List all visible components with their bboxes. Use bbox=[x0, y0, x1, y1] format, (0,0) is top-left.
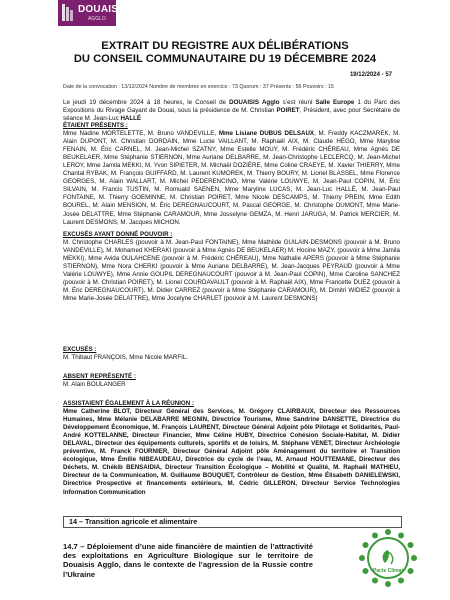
excused-with-proxy-block bbox=[63, 231, 400, 303]
absent-heading: ABSENT REPRÉSENTÉ : bbox=[63, 373, 136, 380]
excused-proxy-list: M. Christophe CHARLES (pouvoir à M. Jean-Paul FONTAINE), Mme Mathilde GUILAIN-DESMONS (pouvoir à M. Bruno VANDEVILLE), M. Mohamed KHERAKI (pouvoir à Mme Agnès DE BEUKELAER) M. Hocine MAZY, (pouvoir à Mme Jamila MEKKI), Mme Avida OULAHCENE (pouvoir à M. Frédéric CHÉREAU), Mme Nathalie APERS (pouvoir à Mme Stéphanie STIERNON), Mme Nora CHERKI (pouvoir à Mme Auriane DELBARRE), M. Jean-Jacques PEYRAUD (pouvoir à Mme Valérie LOUWYE), Mme Annie GOUPIL DEREGNAUCOURT (pouvoir à M. Jean-Paul COPIN), Mme Caroline SANCHEZ (pouvoir à M. Christian POIRET), M. Lionel COURDAVAULT (pouvoir à M. Raphaël AIX), Mme Francette DUEZ (pouvoir à M. Éric DEREGNAUCOURT), M. Didier CARREZ (pouvoir à Mme Stéphanie CARAMOUR), M. Dimitri WIDIEZ (pouvoir à Mme Marie-Josée DELATTRE), Mme Jocelyne CHARLET (pouvoir à M. Laurent DESMONS) bbox=[63, 239, 400, 303]
pacte-climat-badge-icon bbox=[356, 526, 420, 590]
document-title-line1: EXTRAIT DU REGISTRE AUX DÉLIBÉRATIONS bbox=[101, 40, 349, 52]
deliberation-reference: 19/12/2024 - 57 bbox=[349, 72, 392, 78]
absent-represented-block bbox=[63, 373, 400, 389]
logo-mark-icon bbox=[62, 4, 75, 21]
excused-block bbox=[63, 346, 400, 362]
convocation-meta: Date de la convocation : 13/12/2024 Nombre de membres en exercice : 73 Quorum : 37 Présents : 56 Pouvoirs : 15 bbox=[63, 84, 334, 90]
logo-sub: AGGLO bbox=[88, 16, 106, 22]
logo-name: DOUAISIS bbox=[78, 4, 128, 15]
attendees-heading: ASSISTAIENT ÉGALEMENT À LA RÉUNION : bbox=[63, 400, 194, 407]
attendees-block bbox=[63, 400, 400, 497]
present-members-block bbox=[63, 122, 400, 227]
section-title: 14 – Transition agricole et alimentaire bbox=[69, 517, 198, 526]
excused-proxy-heading: EXCUSÉS AYANT DONNÉ POUVOIR : bbox=[63, 231, 173, 238]
document-title-line2: DU CONSEIL COMMUNAUTAIRE DU 19 DÉCEMBRE 2024 bbox=[73, 53, 377, 65]
douaisis-agglo-logo bbox=[58, 0, 128, 26]
badge-label: Pacte Climat bbox=[372, 568, 404, 574]
agenda-item-title: 14.7 – Déploiement d’une aide financière de maintien de l’attractivité des exploitations en Agriculture Biologique sur le territoire de Douaisis Agglo, dans le contexte de l’agression de la Russie contre l’Ukraine bbox=[63, 542, 313, 579]
excused-list: M. Thibaut FRANÇOIS, Mme Nicole MARFIL. bbox=[63, 354, 189, 362]
present-list: Mme Nadine MORTELETTE, M. Bruno VANDEVILLE, Mme Lisiane DUBUS DELSAUX, M. Freddy KACZMAREK, M. Alain DUPONT, M. Christian DORDAIN, Mme Lucie VAILLANT, M. Raphaël AIX, M. Claude HÉGO, Mme Marylise FENAIN, M. Éric CARNEL, M. Jean-Michel SZATNY, Mme Estelle MOUY, M. Frédéric CHÉREAU, Mme Agnès DE BEUKELAER, Mme Stéphanie STIERNON, Mme Auriane DELBARRE, M. Jean-Christophe LECLERCQ, M. Jean-Michel LEROY, Mme Jamila MEKKI, M. Yvon SIPIETER, M. Michaël DOZIÈRE, Mme Coline CRAEYE, M. Xavier THIERRY, Mme Chantal RYBAK, M. François GUIFFARD, M. Laurent KUMOREK, M. Thierry BOURY, M. Lionel BLASSEL, Mme Florence GEORGES, M. Alain WALLART, M. Michel PEDERENCINO, Mme Valérie LOUWYE, M. Jean-Paul COPIN, M. Éric SILVAIN, M. Francis TUSTIN, M. Romuald SAENEN, Mme Maryline LUCAS, M. Jean-Luc HALLÉ, M. Jean-Paul FONTAINE, M. Thierry GOEMINNE, M. Christian POIRET, Mme Nicole DESCAMPS, M. Thierry PREIN, Mme Edith BOUREL, M. Alain MENSION, M. Éric DEREGNAUCOURT, M. Pascal GEORGE, M. Christophe DUMONT, Mme Marie-Josée DELATTRE, Mme Stéphanie CARAMOUR, Mme Josselyne GEMZA, M. Henri JARUGA, M. Patrick MERCIER, M. Laurent DESMONS, M. Jacques MICHON. bbox=[63, 130, 400, 226]
attendees-list: Mme Catherine BLOT, Directeur Général des Services, M. Grégory CLAIRBAUX, Directeur des Ressources Humaines, Mme Mélanie DELABARRE MEGNIN, Directrice Tourisme, Mme Sandrine DANSETTE, Directrice du Développement Économique, M. François LAURENT, Directeur Général Adjoint pôle Pilotage et Solidarités, Paul-André KOTTELANNE, Directeur Financier, Mme Céline HUBY, Directrice Cohésion Sociale-Habitat, M. Didier DELAVAL, Directeur des équipements culturels, sportifs et de loisirs, M. Stéphane VENET, Directeur Archéologie préventive, M. Franck FOURNIER, Directeur Général Adjoint pôle Aménagement du territoire et Transition écologique, Mme Émilie NIBEAUDEAU, Directrice du cycle de l’eau, M. Arnaud HOUTTEMANE, Directeur des Déchets, M. Chékib BENSAIDIA, Directeur Transition Écologique – Mobilité et Qualité, M. Raphaël MATHIEU, Directeur de la Communication, M. Guillaume BOUQUET, Contrôleur de Gestion, Mme Élisabeth DANIELEWSKI, Directrice Prospective et financements extérieurs, M. Cédric GILLERON, Directeur Service Technologies Information Communication bbox=[63, 408, 400, 496]
present-heading: ÉTAIENT PRÉSENTS : bbox=[63, 122, 128, 129]
excused-heading: EXCUSÉS : bbox=[63, 346, 97, 353]
intro-paragraph: Le jeudi 19 décembre 2024 à 18 heures, le Conseil de DOUAISIS Agglo s’est réuni Salle Europe 1 du Parc des Expositions du Rivage Gayant de Douai, sous la présidence de M. Christian POIRET, Président, avec pour Secrétaire de séance M. Jean-Luc HALLÉ bbox=[63, 99, 400, 123]
section-header bbox=[63, 516, 402, 528]
absent-list: M. Alain BOULANGER bbox=[63, 381, 126, 389]
